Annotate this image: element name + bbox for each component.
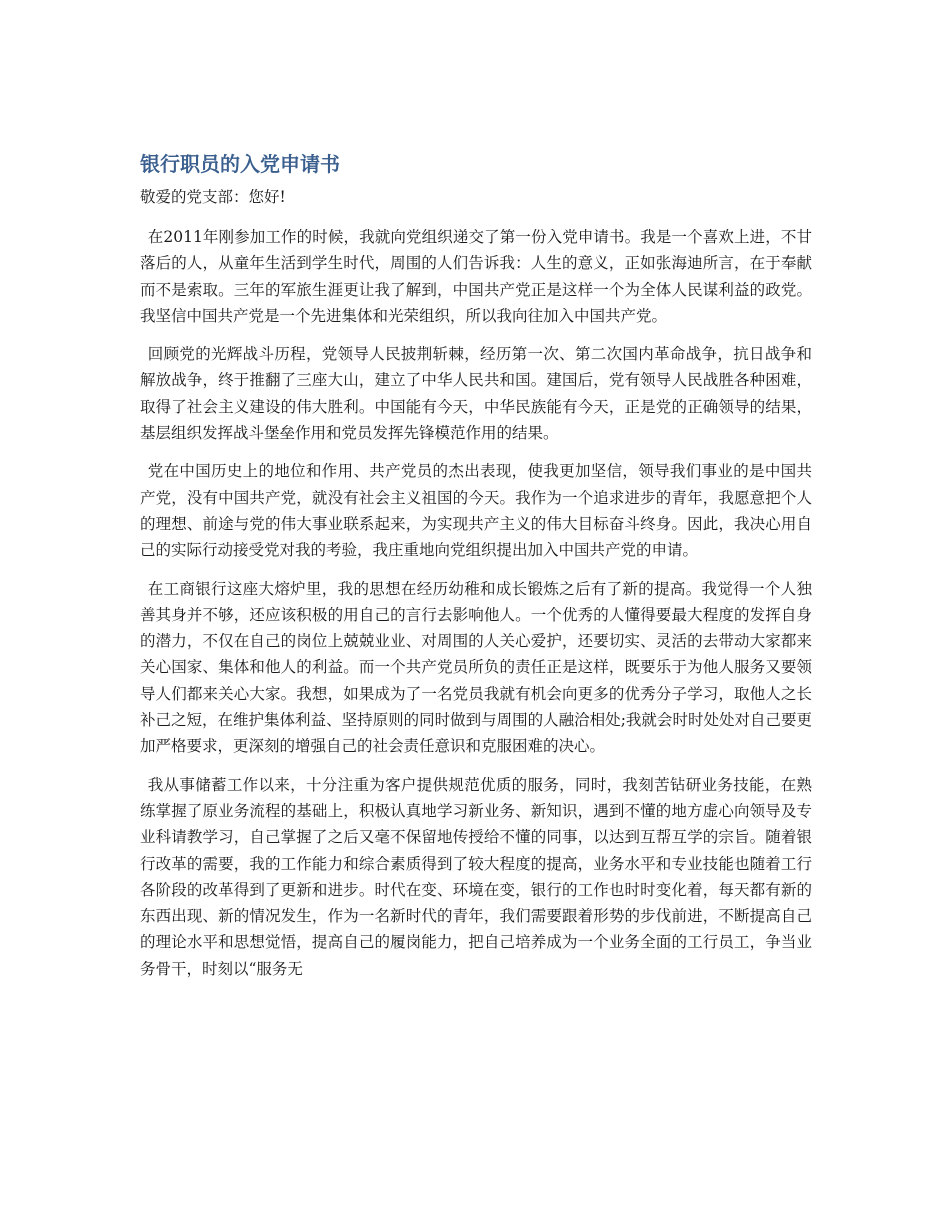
paragraph-1: 在2011年刚参加工作的时候，我就向党组织递交了第一份入党申请书。我是一个喜欢上进，不甘落后的人，从童年生活到学生时代，周围的人们告诉我：人生的意义，正如张海迪所言，在于奉献而不是索取。三年的军旅生涯更让我了解到，中国共产党正是这样一个为全体人民谋利益的政党。我坚信中国共产党是一个先进集体和光荣组织，所以我向往加入中国共产党。 xyxy=(140,228,812,325)
paragraph-5: 我从事储蓄工作以来，十分注重为客户提供规范优质的服务，同时，我刻苦钻研业务技能，在熟练掌握了原业务流程的基础上，积极认真地学习新业务、新知识，遇到不懂的地方虚心向领导及专业科请教学习，自己掌握了之后又毫不保留地传授给不懂的同事，以达到互帮互学的宗旨。随着银行改革的需要，我的工作能力和综合素质得到了较大程度的提高，业务水平和专业技能也随着工行各阶段的改革得到了更新和进步。时代在变、环境在变，银行的工作也时时变化着，每天都有新的东西出现、新的情况发生，作为一名新时代的青年，我们需要跟着形势的步伐前进，不断提高自己的理论水平和思想觉悟，提高自己的履岗能力，把自己培养成为一个业务全面的工行员工，争当业务骨干，时刻以“服务无 xyxy=(140,775,812,978)
paragraph-3: 党在中国历史上的地位和作用、共产党员的杰出表现，使我更加坚信，领导我们事业的是中国共产党，没有中国共产党，就没有社会主义祖国的今天。我作为一个追求进步的青年，我愿意把个人的理想、前途与党的伟大事业联系起来，为实现共产主义的伟大目标奋斗终身。因此，我决心用自己的实际行动接受党对我的考验，我庄重地向党组织提出加入中国共产党的申请。 xyxy=(140,462,812,560)
document-page xyxy=(140,148,812,994)
salutation: 敬爱的党支部：您好! xyxy=(140,188,286,206)
paragraph-2: 回顾党的光辉战斗历程，党领导人民披荆斩棘，经历第一次、第二次国内革命战争，抗日战争和解放战争，终于推翻了三座大山，建立了中华人民共和国。建国后，党有领导人民战胜各种困难，取得了社会主义建设的伟大胜利。中国能有今天，中华民族能有今天，正是党的正确领导的结果，基层组织发挥战斗堡垒作用和党员发挥先锋模范作用的结果。 xyxy=(140,345,812,443)
document-title: 银行职员的入党申请书 xyxy=(140,152,340,176)
paragraph-4: 在工商银行这座大熔炉里，我的思想在经历幼稚和成长锻炼之后有了新的提高。我觉得一个人独善其身并不够，还应该积极的用自己的言行去影响他人。一个优秀的人懂得要最大程度的发挥自身的潜力，不仅在自己的岗位上兢兢业业、对周围的人关心爱护，还要切实、灵活的去带动大家都来关心国家、集体和他人的利益。而一个共产党员所负的责任正是这样，既要乐于为他人服务又要领导人们都来关心大家。我想，如果成为了一名党员我就有机会向更多的优秀分子学习，取他人之长补己之短，在维护集体利益、坚持原则的同时做到与周围的人融洽相处;我就会时时处处对自己要更加严格要求，更深刻的增强自己的社会责任意识和克服困难的决心。 xyxy=(140,579,812,756)
